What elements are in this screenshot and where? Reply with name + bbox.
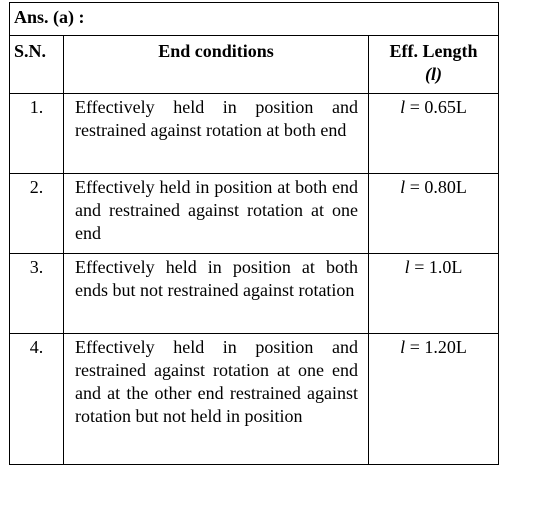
caption-row — [10, 3, 499, 36]
header-eff-length — [369, 36, 499, 94]
length-symbol: l — [400, 177, 406, 197]
row-sn: 4. — [10, 334, 64, 465]
table-row — [10, 334, 499, 465]
table-row — [10, 94, 499, 174]
length-symbol: l — [400, 337, 406, 357]
row-eff-length — [369, 94, 499, 174]
length-symbol: l — [404, 257, 410, 277]
table-row — [10, 254, 499, 334]
answer-caption: Ans. (a) : — [10, 3, 499, 36]
row-condition: Effectively held in position at both end and restrained against rotation at one end — [64, 174, 369, 254]
header-row — [10, 36, 499, 94]
row-sn: 3. — [10, 254, 64, 334]
row-sn: 2. — [10, 174, 64, 254]
length-value: = 1.0L — [409, 257, 463, 277]
row-eff-length — [369, 174, 499, 254]
row-eff-length — [369, 334, 499, 465]
row-condition: Effectively held in position and restrained against rotation at both end — [64, 94, 369, 174]
length-value: = 0.65L — [405, 97, 467, 117]
row-eff-length — [369, 254, 499, 334]
length-value: = 1.20L — [405, 337, 467, 357]
end-conditions-table — [9, 2, 499, 465]
length-value: = 0.80L — [405, 177, 467, 197]
header-end-conditions: End conditions — [64, 36, 369, 94]
row-condition: Effectively held in position and restrained against rotation at one end and at the other end restrained against rotation but not held in position — [64, 334, 369, 465]
row-condition: Effectively held in position at both ends but not restrained against rotation — [64, 254, 369, 334]
length-symbol: l — [400, 97, 406, 117]
header-eff-length-title: Eff. Length — [389, 41, 478, 61]
header-eff-length-symbol: (l) — [425, 64, 443, 84]
row-sn: 1. — [10, 94, 64, 174]
table-row — [10, 174, 499, 254]
header-sn: S.N. — [10, 36, 64, 94]
